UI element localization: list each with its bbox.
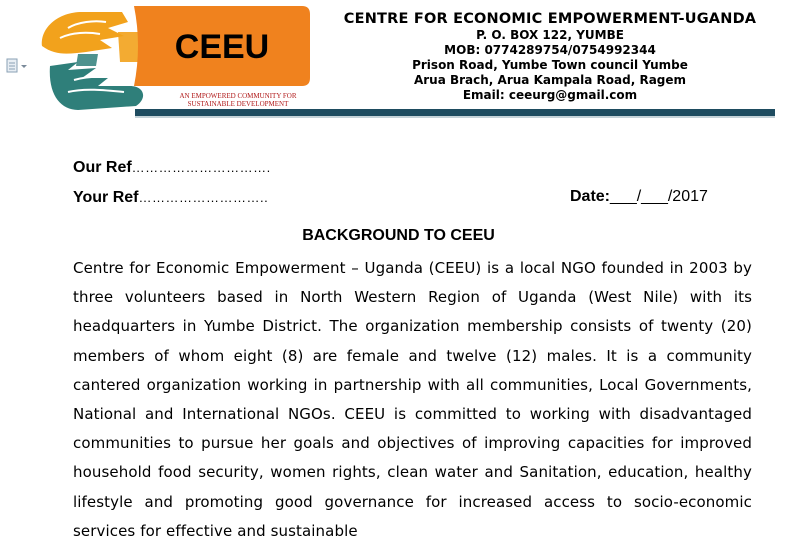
- our-ref-label: Our Ref: [73, 159, 132, 176]
- letterhead-address: [320, 10, 780, 103]
- logo-text: CEEU: [174, 28, 270, 66]
- document-icon[interactable]: [6, 58, 34, 74]
- logo-tagline-1: AN EMPOWERED COMMUNITY FOR: [179, 92, 297, 100]
- org-name: CENTRE FOR ECONOMIC EMPOWERMENT-UGANDA: [343, 11, 757, 27]
- our-ref[interactable]: [73, 159, 271, 177]
- logo-tagline-2: SUSTAINABLE DEVELOPMENT: [187, 100, 289, 108]
- hands-emblem-icon: [42, 12, 144, 110]
- date-label: Date:: [570, 188, 611, 205]
- your-ref-dots: ………………………..: [138, 190, 269, 205]
- your-ref-label: Your Ref: [73, 189, 139, 206]
- mobile-numbers: MOB: 0774289754/0754992344: [444, 43, 656, 57]
- po-box: P. O. BOX 122, YUMBE: [476, 28, 624, 42]
- background-paragraph[interactable]: Centre for Economic Empowerment – Uganda (CEEU) is a local NGO founded in 2003 by three volunteers based in North Western Region of Uganda (West Nile) with its headquarters in Yumbe District. The organization membership consists of twenty (20) members of whom eight (8) are female and twelve (12) males. It is a community cantered organization working in partnership with all communities, Local Governments, National and International NGOs. CEEU is committed to working with disadvantaged communities to pursue her goals and objectives of improving capacities for improved household food security, women rights, clean water and Sanitation, education, healthy lifestyle and promoting good governance for increased access to socio-economic services for effective and sustainable: [73, 259, 752, 540]
- address-line-2: Arua Brach, Arua Kampala Road, Ragem: [413, 73, 687, 87]
- date-field[interactable]: [570, 188, 708, 206]
- ceeu-logo: [38, 6, 310, 112]
- date-value: ___/___/2017: [610, 188, 708, 205]
- our-ref-dots: ………………………….: [131, 160, 271, 175]
- email: Email: ceeurg@gmail.com: [462, 88, 638, 102]
- header-rule: [135, 109, 775, 116]
- header-rule-shadow: [135, 116, 775, 118]
- address-line-1: Prison Road, Yumbe Town council Yumbe: [412, 58, 688, 72]
- section-heading: BACKGROUND TO CEEU: [302, 227, 495, 244]
- your-ref[interactable]: [73, 189, 268, 207]
